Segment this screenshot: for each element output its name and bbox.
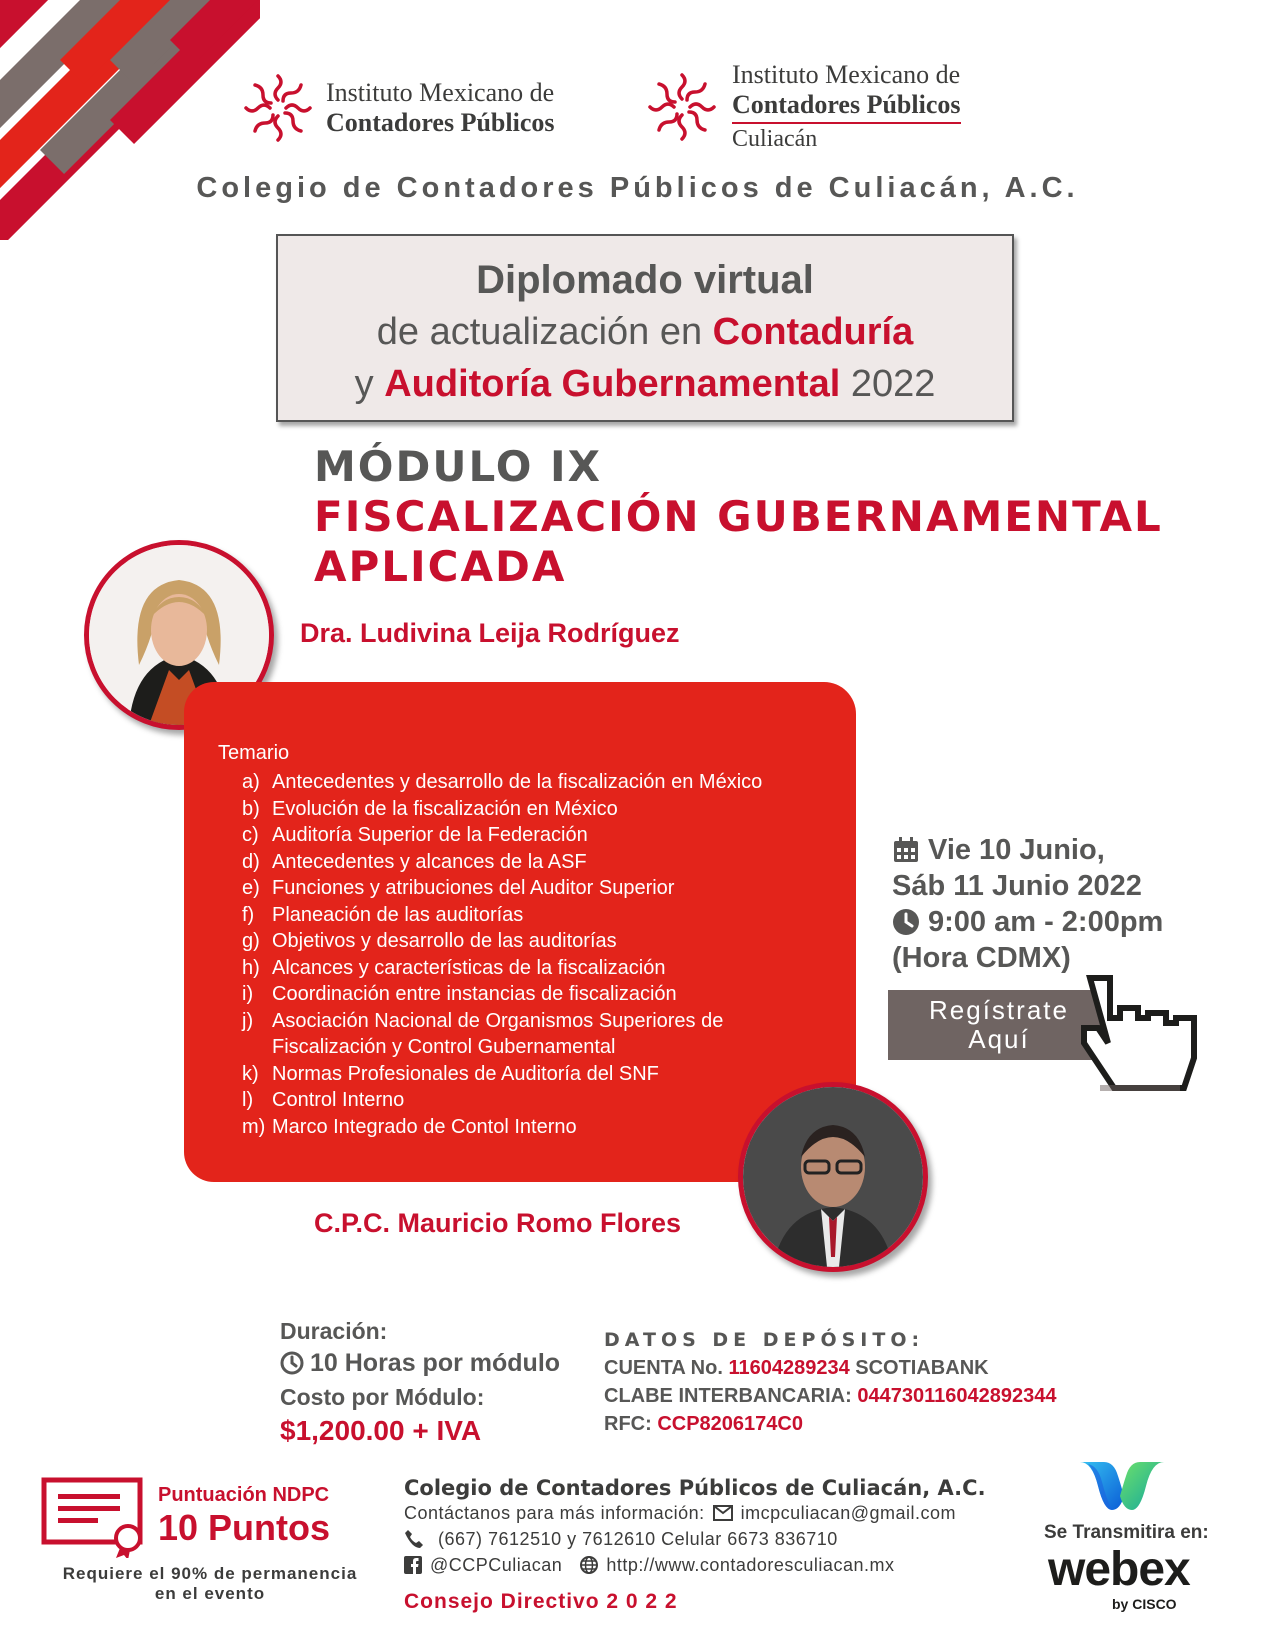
register-button-line2: Aquí <box>968 1024 1030 1054</box>
list-item-letter: b) <box>242 797 260 820</box>
list-item <box>218 796 856 823</box>
colegio-header: Colegio de Contadores Públicos de Culiacán, A.C. <box>196 172 1079 204</box>
ndpc-requirement <box>30 1564 390 1604</box>
register-button-line1: Regístrate <box>929 995 1069 1025</box>
list-item <box>218 822 856 849</box>
title-line1: Diplomado virtual <box>476 258 814 302</box>
title-line2 <box>278 306 1012 358</box>
contact-website[interactable]: http://www.contadoresculiacan.mx <box>606 1555 895 1575</box>
list-item-letter: m) <box>242 1115 266 1138</box>
contact-facebook[interactable]: @CCPCuliacan <box>430 1555 563 1575</box>
event-timezone: (Hora CDMX) <box>892 942 1071 974</box>
list-item-letter: d) <box>242 850 260 873</box>
list-item-text: Antecedentes y desarrollo de la fiscalización en México <box>272 771 763 793</box>
deposit-rfc-label: RFC: <box>604 1413 658 1435</box>
contact-block <box>404 1476 986 1578</box>
cost-label: Costo por Módulo: <box>280 1384 485 1410</box>
title-line2-highlight: Contaduría <box>712 311 914 353</box>
title-line2-pre: de actualización en <box>376 311 713 353</box>
list-item-text: Objetivos y desarrollo de las auditorías <box>272 930 617 952</box>
list-item-letter: g) <box>242 930 260 952</box>
list-item <box>218 1034 856 1061</box>
contact-social-row <box>404 1552 986 1578</box>
consejo-directivo: Consejo Directivo 2 0 2 2 <box>404 1590 678 1613</box>
event-time: 9:00 am - 2:00pm <box>928 906 1164 938</box>
webex-label: Se Transmitira en: <box>1044 1522 1209 1543</box>
deposit-clabe <box>604 1382 1056 1410</box>
deposit-account <box>604 1354 1056 1382</box>
list-item-letter: f) <box>242 903 255 926</box>
temario-list <box>218 769 856 1140</box>
ndpc-requirement-line2: en el evento <box>154 1584 266 1603</box>
module-heading <box>314 442 1163 592</box>
webex-logo-icon <box>1072 1452 1172 1518</box>
list-item-text: Control Interno <box>272 1089 405 1111</box>
list-item <box>218 981 856 1008</box>
envelope-icon <box>713 1505 733 1521</box>
deposit-rfc <box>604 1410 1056 1438</box>
list-item-text: Auditoría Superior de la Federación <box>272 824 588 846</box>
deposit-heading: DATOS DE DEPÓSITO: <box>604 1329 925 1351</box>
imcp-logo-line2: Contadores Públicos <box>326 108 555 137</box>
title-line3-pre: y <box>354 363 385 405</box>
list-item <box>218 1061 856 1088</box>
deposit-account-number: 11604289234 <box>728 1357 850 1379</box>
certificate-icon <box>40 1476 148 1558</box>
speaker1-name: Dra. Ludivina Leija Rodríguez <box>300 618 680 648</box>
list-item <box>218 1008 856 1035</box>
cost-value: $1,200.00 + IVA <box>280 1415 482 1446</box>
deposit-account-label: CUENTA No. <box>604 1357 729 1379</box>
duration-row <box>280 1346 560 1380</box>
module-number: MÓDULO IX <box>314 442 603 491</box>
event-date2: Sáb 11 Junio 2022 <box>892 870 1142 902</box>
list-item <box>218 902 856 929</box>
imcp-culiacan-logo-line3: Culiacán <box>732 122 961 154</box>
list-item <box>218 1087 856 1114</box>
speaker2-photo <box>738 1082 928 1272</box>
duration-block <box>280 1316 560 1448</box>
imcp-culiacan-logo-line2: Contadores Públicos <box>732 89 961 119</box>
deposit-clabe-number: 044730116042892344 <box>857 1385 1057 1407</box>
event-date1: Vie 10 Junio, <box>928 834 1105 866</box>
list-item-text: Marco Integrado de Contol Interno <box>272 1115 577 1138</box>
list-item-letter: e) <box>242 877 260 899</box>
event-time-row <box>892 904 1163 940</box>
contact-info-label: Contáctanos para más información: <box>404 1503 705 1523</box>
list-item-letter: a) <box>242 771 260 793</box>
temario-heading: Temario <box>218 742 290 764</box>
list-item <box>218 769 856 796</box>
list-item-letter <box>242 1034 272 1061</box>
title-box <box>276 234 1014 422</box>
speaker2-name: C.P.C. Mauricio Romo Flores <box>314 1208 682 1238</box>
module-title-line2: APLICADA <box>314 542 567 591</box>
webex-by-cisco: by CISCO <box>1112 1596 1177 1612</box>
list-item <box>218 955 856 982</box>
pointer-hand-icon <box>1070 968 1220 1108</box>
calendar-icon <box>892 836 920 864</box>
imcp-culiacan-logo-line1: Instituto Mexicano de <box>732 60 961 89</box>
ndpc-requirement-line1: Requiere el 90% de permanencia <box>62 1564 358 1583</box>
deposit-rfc-number: CCP8206174C0 <box>657 1413 803 1435</box>
duration-value: 10 Horas por módulo <box>310 1349 561 1377</box>
list-item-text: Planeación de las auditorías <box>272 903 524 926</box>
list-item-letter: k) <box>242 1062 259 1085</box>
clock-outline-icon <box>280 1351 304 1375</box>
temario-panel <box>184 682 856 1182</box>
list-item-letter: h) <box>242 956 260 979</box>
imcp-culiacan-logo <box>640 60 961 153</box>
module-title-line1: FISCALIZACIÓN GUBERNAMENTAL <box>314 492 1163 541</box>
deposit-account-bank: SCOTIABANK <box>849 1357 989 1379</box>
contact-email[interactable]: imcpculiacan@gmail.com <box>740 1503 956 1523</box>
webex-brand: webex <box>1048 1543 1190 1596</box>
event-info <box>892 832 1163 976</box>
title-line3-highlight: Auditoría Gubernamental <box>384 363 841 405</box>
list-item-letter: j) <box>242 1009 254 1032</box>
list-item-text: Funciones y atribuciones del Auditor Superior <box>272 877 675 899</box>
event-date1-row <box>892 832 1163 868</box>
list-item-letter: i) <box>242 983 254 1005</box>
list-item-text: Evolución de la fiscalización en México <box>272 797 618 820</box>
contact-email-row <box>404 1500 986 1526</box>
deposit-clabe-label: CLABE INTERBANCARIA: <box>604 1385 858 1407</box>
imcp-logo <box>236 66 555 150</box>
list-item-text: Alcances y características de la fiscalización <box>272 956 666 979</box>
ndpc-label: Puntuación NDPC <box>158 1484 330 1506</box>
duration-label: Duración: <box>280 1318 388 1344</box>
facebook-icon <box>404 1556 422 1574</box>
phone-icon <box>404 1529 424 1549</box>
title-line3-year: 2022 <box>840 363 936 405</box>
list-item-letter: l) <box>242 1089 254 1111</box>
list-item <box>218 849 856 876</box>
imcp-emblem-icon <box>236 66 320 150</box>
list-item-text: Coordinación entre instancias de fiscalización <box>272 983 677 1005</box>
imcp-culiacan-emblem-icon <box>640 65 724 149</box>
list-item-text: Antecedentes y alcances de la ASF <box>272 850 587 873</box>
list-item-letter: c) <box>242 824 259 846</box>
list-item-text: Fiscalización y Control Gubernamental <box>272 1036 616 1058</box>
contact-phones: (667) 7612510 y 7612610 Celular 6673 836710 <box>438 1529 838 1549</box>
contact-org: Colegio de Contadores Públicos de Culiacán, A.C. <box>404 1476 986 1500</box>
ndpc-block <box>158 1484 330 1549</box>
imcp-logo-line1: Instituto Mexicano de <box>326 78 555 108</box>
title-line3 <box>278 358 1012 410</box>
contact-phone-row <box>404 1526 986 1552</box>
clock-icon <box>892 908 920 936</box>
list-item-text: Asociación Nacional de Organismos Superiores de <box>272 1009 724 1032</box>
deposit-block <box>604 1326 1056 1438</box>
list-item-text: Normas Profesionales de Auditoría del SNF <box>272 1062 659 1085</box>
ndpc-points: 10 Puntos <box>158 1507 331 1548</box>
globe-icon <box>580 1556 598 1574</box>
list-item <box>218 928 856 955</box>
list-item <box>218 875 856 902</box>
